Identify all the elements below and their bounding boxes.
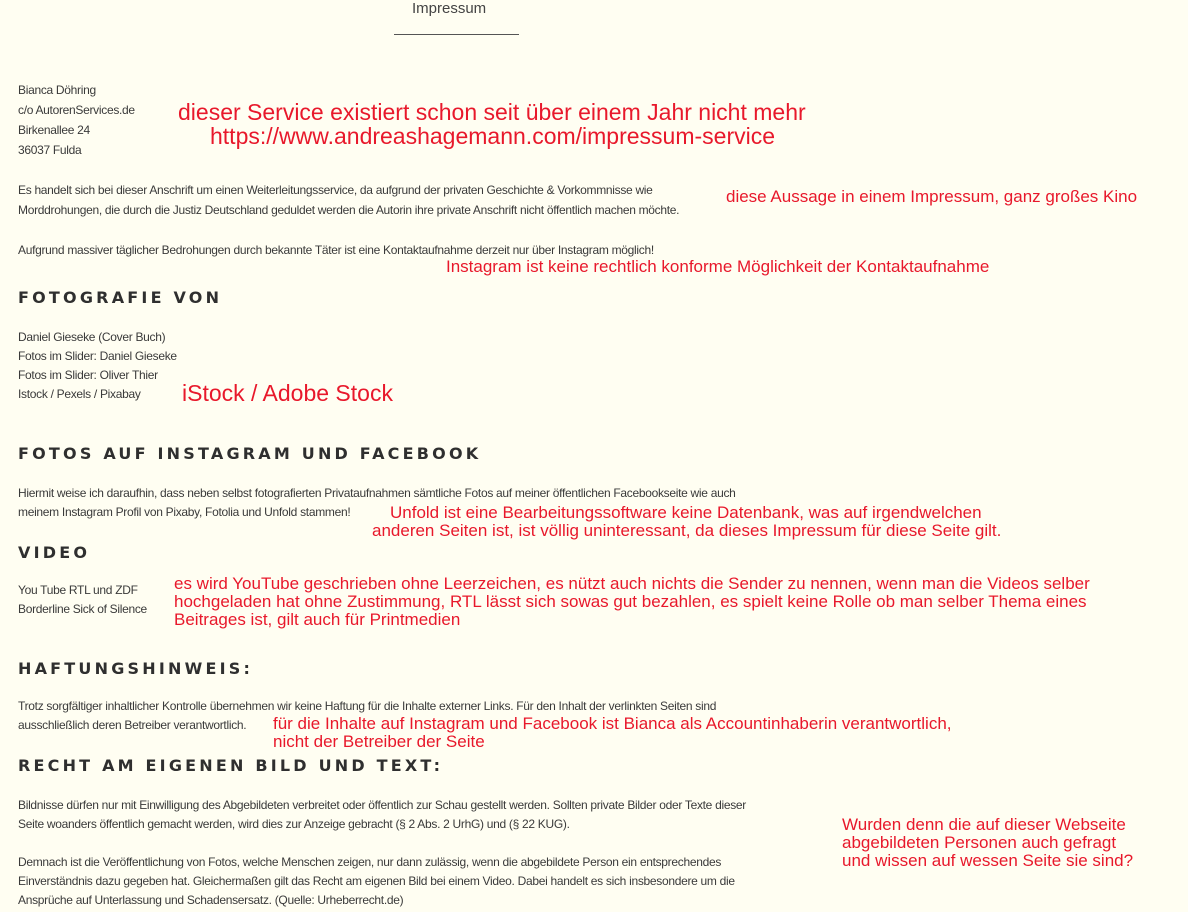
fotos-instagram-text-line2: meinem Instagram Profil von Pixaby, Fotolia und Unfold stammen!: [18, 505, 351, 519]
annotation-bild-line2: abgebildeten Personen auch gefragt: [842, 833, 1117, 852]
anschrift-text-line1: Es handelt sich bei dieser Anschrift um einen Weiterleitungsservice, da aufgrund der privaten Geschichte & Vorkommnisse wie: [18, 183, 653, 197]
anschrift-text-line2: Morddrohungen, die durch die Justiz Deutschland geduldet werden die Autorin ihre private Anschrift nicht öffentlich machen möchte.: [18, 203, 680, 217]
nav-impressum[interactable]: Impressum: [412, 0, 487, 17]
annotation-unfold-line1: Unfold ist eine Bearbeitungssoftware keine Datenbank, was auf irgendwelchen: [390, 503, 982, 522]
video-item: You Tube RTL und ZDF: [18, 583, 138, 597]
address-city: 36037 Fulda: [18, 143, 82, 157]
fotografie-item: Fotos im Slider: Daniel Gieseke: [18, 349, 177, 363]
annotation-haftung-line1: für die Inhalte auf Instagram und Facebook ist Bianca als Accountinhaberin verantwortlich,: [273, 714, 952, 733]
annotation-istock: iStock / Adobe Stock: [182, 380, 393, 406]
recht-text-line: Ansprüche auf Unterlassung und Schadensersatz. (Quelle: Urheberrecht.de): [18, 893, 404, 907]
heading-fotografie: FOTOGRAFIE VON: [18, 288, 223, 307]
annotation-unfold-line2: anderen Seiten ist, ist völlig uninteressant, da dieses Impressum für diese Seite gilt.: [372, 521, 1002, 540]
recht-text-line: Demnach ist die Veröffentlichung von Fotos, welche Menschen zeigen, nur dann zulässig, wenn die abgebildete Person ein entsprechendes: [18, 855, 722, 869]
fotografie-item: Fotos im Slider: Oliver Thier: [18, 368, 158, 382]
recht-text-line: Seite woanders öffentlich gemacht werden, wird dies zur Anzeige gebracht (§ 2 Abs. 2 UrhG) und (§ 22 KUG).: [18, 817, 570, 831]
annotation-youtube-line2: hochgeladen hat ohne Zustimmung, RTL lässt sich sowas gut bezahlen, es spielt keine Rolle ob man selber Thema eines: [174, 592, 1087, 611]
video-item: Borderline Sick of Silence: [18, 602, 147, 616]
recht-text-line: Einverständnis dazu gegeben hat. Gleichermaßen gilt das Recht am eigenen Bild bei einem Video. Dabei handelt es sich insbesondere um die: [18, 874, 735, 888]
heading-recht-bild: RECHT AM EIGENEN BILD UND TEXT:: [18, 756, 444, 775]
annotation-bild-line3: und wissen auf wessen Seite sie sind?: [842, 851, 1134, 870]
address-street: Birkenallee 24: [18, 123, 90, 137]
fotos-instagram-text-line1: Hiermit weise ich daraufhin, dass neben selbst fotografierten Privataufnahmen sämtliche Fotos auf meiner öffentlichen Facebookseite wie auch: [18, 486, 736, 500]
recht-text-line: Bildnisse dürfen nur mit Einwilligung des Abgebildeten verbreitet oder öffentlich zur Schau gestellt werden. Sollten private Bilder oder Texte dieser: [18, 798, 746, 812]
fotografie-item: Istock / Pexels / Pixabay: [18, 387, 141, 401]
annotation-service-defunct: dieser Service existiert schon seit über einem Jahr nicht mehr: [178, 99, 806, 125]
annotation-youtube-line3: Beitrages ist, gilt auch für Printmedien: [174, 610, 461, 629]
heading-haftung: HAFTUNGSHINWEIS:: [18, 659, 254, 678]
bedrohungen-text: Aufgrund massiver täglicher Bedrohungen durch bekannte Täter ist eine Kontaktaufnahme derzeit nur über Instagram möglich!: [18, 243, 654, 257]
fotografie-item: Daniel Gieseke (Cover Buch): [18, 330, 166, 344]
haftung-text-line1: Trotz sorgfältiger inhaltlicher Kontrolle übernehmen wir keine Haftung für die Inhalte externer Links. Für den Inhalt der verlinkten Seiten sind: [18, 699, 717, 713]
address-co: c/o AutorenServices.de: [18, 103, 135, 117]
annotation-bild-line1: Wurden denn die auf dieser Webseite: [842, 815, 1126, 834]
annotation-instagram: Instagram ist keine rechtlich konforme Möglichkeit der Kontaktaufnahme: [446, 257, 990, 276]
nav-underline: [394, 34, 519, 35]
annotation-youtube-line1: es wird YouTube geschrieben ohne Leerzeichen, es nützt auch nichts die Sender zu nennen, wenn man die Videos selber: [174, 574, 1090, 593]
address-name: Bianca Döhring: [18, 83, 96, 97]
haftung-text-line2: ausschließlich deren Betreiber verantwortlich.: [18, 718, 247, 732]
annotation-haftung-line2: nicht der Betreiber der Seite: [273, 732, 485, 751]
annotation-kino: diese Aussage in einem Impressum, ganz großes Kino: [726, 187, 1138, 206]
heading-video: VIDEO: [18, 543, 91, 562]
annotation-service-link[interactable]: https://www.andreashagemann.com/impressum-service: [210, 123, 776, 149]
heading-fotos-instagram: FOTOS AUF INSTAGRAM UND FACEBOOK: [18, 444, 482, 463]
